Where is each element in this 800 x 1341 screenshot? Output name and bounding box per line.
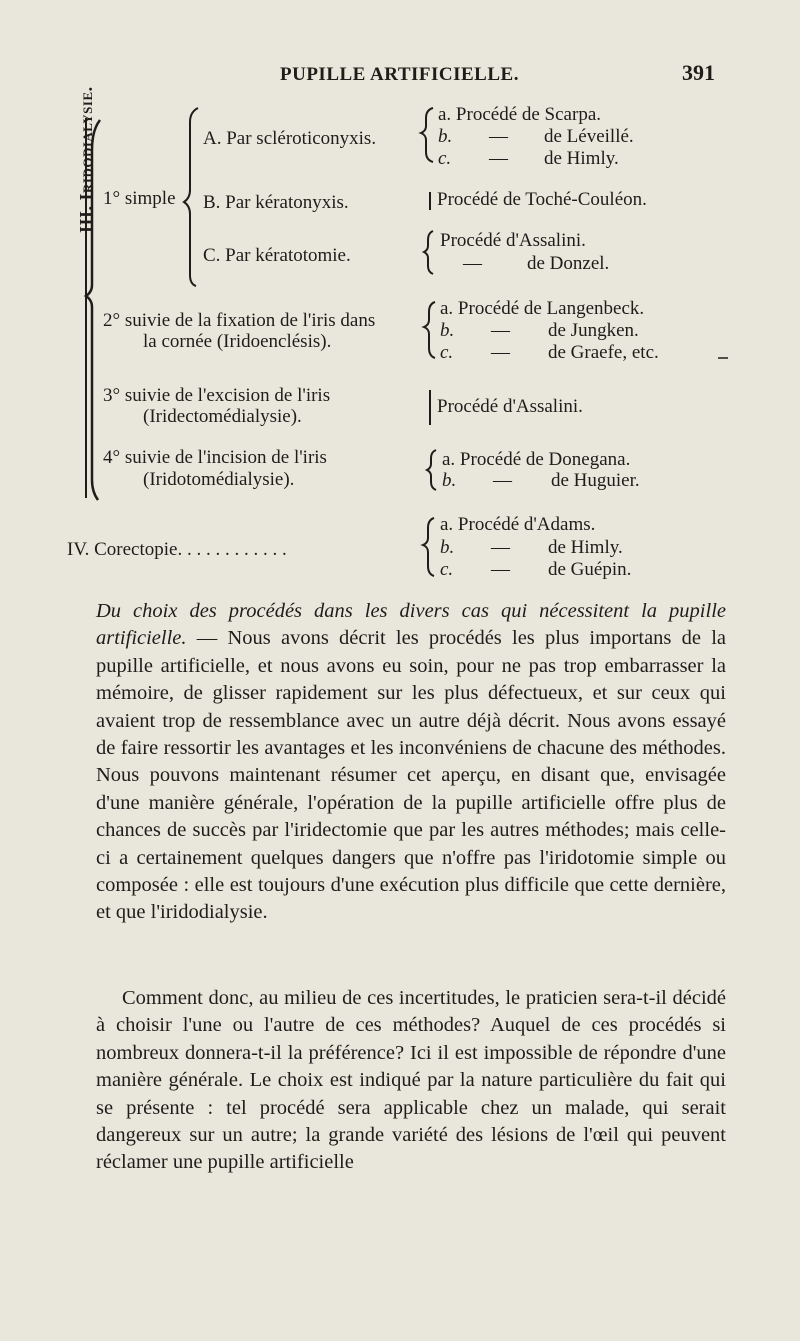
- simple-label: 1° simple: [103, 188, 176, 209]
- row-two-item-2-letter: b.: [440, 320, 455, 341]
- row-iv-item-3-dash: —: [491, 559, 510, 580]
- table-braces: [0, 0, 800, 600]
- running-header: PUPILLE ARTIFICIELLE.: [280, 64, 519, 85]
- row-a-item-2-letter: b.: [438, 126, 453, 147]
- side-label-iridodialysie: III. Iridodialysie.: [76, 86, 96, 233]
- brace-simple: [184, 108, 198, 286]
- row-four-item-2-name: de Huguier.: [551, 470, 640, 491]
- row-two-item-3-name: de Graefe, etc.: [548, 342, 659, 363]
- row-three-item: Procédé d'Assalini.: [437, 396, 583, 417]
- brace-four: [427, 450, 436, 490]
- row-four-item-2-dash: —: [493, 470, 512, 491]
- row-two-item-2-dash: —: [491, 320, 510, 341]
- row-four-item-2-letter: b.: [442, 470, 457, 491]
- paragraph-1: [96, 598, 726, 927]
- row-iv-item-2-name: de Himly.: [548, 537, 623, 558]
- paragraph-2: [96, 985, 726, 1177]
- row-four-line-1: 4° suivie de l'incision de l'iris: [103, 447, 327, 468]
- row-c-label: C. Par kératotomie.: [203, 245, 351, 266]
- row-b-label: B. Par kératonyxis.: [203, 192, 349, 213]
- brace-c: [424, 231, 433, 274]
- row-a-item-3-name: de Himly.: [544, 148, 619, 169]
- row-iv-item-3-letter: c.: [440, 559, 454, 580]
- row-two-item-3-dash: —: [491, 342, 510, 363]
- row-a-item-2-dash: —: [489, 126, 508, 147]
- brace-two: [424, 302, 435, 358]
- row-c-item-1: Procédé d'Assalini.: [440, 230, 586, 251]
- row-a-label: A. Par scléroticonyxis.: [203, 128, 377, 149]
- row-a-item-3-dash: —: [489, 148, 508, 169]
- paragraph-2-text: Comment donc, au milieu de ces incertitudes, le praticien sera-t-il décidé à choisir l'une ou l'autre de ces méthodes? Auquel de ces procédés si nombreux donnera-t-il la préférence? Ici il est impossible de répondre d'une manière générale. Le choix est indiqué par la nature particulière du fait qui se présente : tel procédé sera applicable chez un malade, qui serait dangereux sur un autre; la grande variété des lésions de l'œil qui peuvent réclamer une pupille artificielle: [96, 987, 726, 1174]
- row-four-line-2: (Iridotomédialysie).: [143, 469, 295, 490]
- paragraph-1-lead: Du choix des procédés dans les divers cas qui nécessitent la pupille artificielle.: [96, 600, 726, 650]
- paragraph-1-body: — Nous avons décrit les procédés les plus importans de la pupille artificielle, et nous avons eu soin, pour ne pas trop embarrasser la mémoire, de glisser rapidement sur les plus défectueux, et sur ceux qui avaient trop de ressemblance avec un autre déjà décrit. Nous avons essayé de faire ressortir les avantages et les inconvéniens de chacune des méthodes. Nous pouvons maintenant résumer cet aperçu, en disant que, envisagée d'une manière générale, l'opération de la pupille artificielle offre plus de chances de succès par l'iridectomie que par les autres méthodes; mais celle-ci a certainement quelques dangers que n'offre pas l'iridotomie simple ou composée : elle est toujours d'une exécution plus difficile que cette dernière, et que l'iridodialysie.: [96, 627, 726, 924]
- row-three-line-2: (Iridectomédialysie).: [143, 406, 302, 427]
- row-iv-item-3-name: de Guépin.: [548, 559, 632, 580]
- row-two-line-1: 2° suivie de la fixation de l'iris dans: [103, 310, 376, 331]
- brace-a: [421, 108, 433, 162]
- row-two-item-2-name: de Jungken.: [548, 320, 639, 341]
- row-four-item-1: a. Procédé de Donegana.: [442, 449, 631, 470]
- page-number: 391: [682, 60, 715, 85]
- row-three-line-1: 3° suivie de l'excision de l'iris: [103, 385, 331, 406]
- row-iv-item-1: a. Procédé d'Adams.: [440, 514, 596, 535]
- row-a-item-1: a. Procédé de Scarpa.: [438, 104, 602, 125]
- row-c-item-2-name: de Donzel.: [527, 253, 610, 274]
- row-two-item-3-letter: c.: [440, 342, 454, 363]
- brace-iv: [423, 518, 434, 576]
- row-c-item-2-dash: —: [463, 253, 482, 274]
- row-a-item-2-name: de Léveillé.: [544, 126, 634, 147]
- row-iv-item-2-dash: —: [491, 537, 510, 558]
- row-a-item-3-letter: c.: [438, 148, 452, 169]
- row-iv-label: IV. Corectopie. . . . . . . . . . . .: [67, 539, 287, 560]
- row-iv-item-2-letter: b.: [440, 537, 455, 558]
- row-b-item: Procédé de Toché-Couléon.: [437, 189, 647, 210]
- row-two-item-1: a. Procédé de Langenbeck.: [440, 298, 645, 319]
- row-two-line-2: la cornée (Iridoenclésis).: [143, 331, 332, 352]
